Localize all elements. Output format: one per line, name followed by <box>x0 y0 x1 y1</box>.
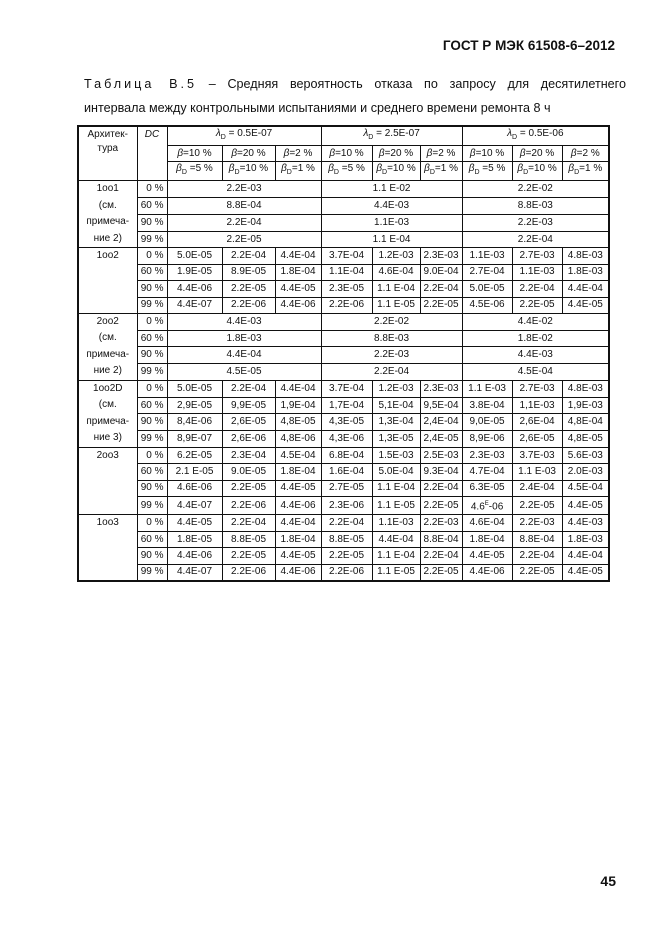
value-cell: 1,7E-04 <box>321 397 372 414</box>
value-cell: 1.8E-03 <box>562 264 609 280</box>
value-cell: 8.9E-05 <box>222 264 275 280</box>
value-cell: 2.7E-03 <box>512 380 562 397</box>
value-cell: 4.4E-05 <box>275 480 321 496</box>
value-cell: 2.2E-06 <box>321 297 372 313</box>
value-cell: 4.4E-06 <box>275 497 321 515</box>
architecture-label: (см. <box>98 199 117 211</box>
table-row <box>78 564 609 581</box>
value-cell: 2.2E-06 <box>222 564 275 581</box>
header-lambda-1: $\lambda_D = 0.5E-07$ <box>167 126 321 146</box>
value-cell: 1.8E-02 <box>462 330 609 347</box>
dc-cell: 0 % <box>137 447 167 463</box>
value-cell: 4.4E-03 <box>167 313 321 330</box>
dc-cell: 0 % <box>137 181 167 198</box>
value-cell: 8.8E-03 <box>462 198 609 215</box>
value-cell: 4,3E-06 <box>321 431 372 448</box>
value-cell: 1.1 E-03 <box>512 464 562 480</box>
value-cell: 4.4E-06 <box>462 564 512 581</box>
value-cell: 4.4E-07 <box>167 297 222 313</box>
dc-cell: 90 % <box>137 480 167 496</box>
value-cell: 9.3E-04 <box>420 464 462 480</box>
dc-cell: 99 % <box>137 431 167 448</box>
dc-cell: 90 % <box>137 214 167 231</box>
value-cell: 2,9E-05 <box>167 397 222 414</box>
value-cell: 2.7E-05 <box>321 480 372 496</box>
header-beta-d: $\beta_D=10$ % <box>372 162 420 181</box>
value-cell: 4.8E-03 <box>562 248 609 264</box>
table-row <box>78 214 609 231</box>
value-cell: 4.4E-03 <box>462 347 609 364</box>
value-cell: 1,9E-04 <box>275 397 321 414</box>
architecture-label: 2oo2 <box>96 315 119 327</box>
value-cell: 2.2E-05 <box>420 564 462 581</box>
value-cell: 1.6E-04 <box>321 464 372 480</box>
header-dc: DC <box>137 126 167 181</box>
value-cell: 2.2E-04 <box>420 480 462 496</box>
value-cell: 4.6E-06 <box>167 480 222 496</box>
value-cell: 4.4E-04 <box>275 248 321 264</box>
value-cell: 1,1E-03 <box>512 397 562 414</box>
value-cell: 3.7E-04 <box>321 248 372 264</box>
value-cell: 2.3E-04 <box>222 447 275 463</box>
value-cell: 2.2E-04 <box>420 281 462 297</box>
value-cell: 8.8E-04 <box>420 531 462 547</box>
dc-cell: 90 % <box>137 414 167 431</box>
table-row <box>78 347 609 364</box>
document-code: ГОСТ Р МЭК 61508-6–2012 <box>442 38 615 53</box>
value-cell: 4.4E-04 <box>562 548 609 564</box>
table-row <box>78 264 609 280</box>
value-cell: 4.6E-04 <box>462 515 512 531</box>
value-cell: 1,3E-04 <box>372 414 420 431</box>
value-cell: 2.2E-05 <box>512 297 562 313</box>
value-cell: 2.1 E-05 <box>167 464 222 480</box>
value-cell: 1.1 E-04 <box>372 480 420 496</box>
header-beta: β=10 % <box>462 146 512 162</box>
value-cell: 4.4E-05 <box>562 564 609 581</box>
architecture-cell <box>78 515 137 581</box>
dc-cell: 60 % <box>137 330 167 347</box>
table-row <box>78 431 609 448</box>
value-cell: 8,9E-07 <box>167 431 222 448</box>
value-cell: 4.4E-03 <box>321 198 462 215</box>
value-cell: 2.3E-06 <box>321 497 372 515</box>
dc-cell: 60 % <box>137 397 167 414</box>
value-cell: 2.2E-03 <box>462 214 609 231</box>
architecture-label: (см. <box>98 399 117 411</box>
value-cell: 4.4E-05 <box>562 297 609 313</box>
architecture-label: примеча- <box>86 415 130 427</box>
value-cell: 2.2E-03 <box>167 181 321 198</box>
value-cell: 2.2E-04 <box>222 248 275 264</box>
value-cell: 4.4E-03 <box>562 515 609 531</box>
header-beta-d: $\beta_D=1$ % <box>275 162 321 181</box>
header-beta-d: $\beta_D=10$ % <box>222 162 275 181</box>
architecture-cell <box>78 313 137 380</box>
header-beta: β=2 % <box>562 146 609 162</box>
value-cell: 1.2E-03 <box>372 248 420 264</box>
caption-line-2: интервала между контрольными испытаниями и среднего времени ремонта 8 ч <box>84 101 551 115</box>
value-cell: 1.8E-04 <box>462 531 512 547</box>
value-cell: 5.6E-03 <box>562 447 609 463</box>
dc-cell: 99 % <box>137 231 167 248</box>
header-beta-d: $\beta_D =5$ % <box>462 162 512 181</box>
table-caption <box>84 72 626 120</box>
value-cell: 8.8E-05 <box>321 531 372 547</box>
value-cell: $4.6^E-06$ <box>462 497 512 515</box>
architecture-label: 1oo1 <box>96 183 119 195</box>
value-cell: 2.2E-02 <box>321 313 462 330</box>
header-beta-d: $\beta_D=10$ % <box>512 162 562 181</box>
value-cell: 1.1E-03 <box>321 214 462 231</box>
value-cell: 3.7E-04 <box>321 380 372 397</box>
header-beta: β=2 % <box>275 146 321 162</box>
architecture-label: (см. <box>98 332 117 344</box>
value-cell: 2,6E-04 <box>512 414 562 431</box>
value-cell: 2.2E-03 <box>321 347 462 364</box>
page-number: 45 <box>600 873 616 889</box>
table-row <box>78 248 609 264</box>
value-cell: 1.8E-03 <box>167 330 321 347</box>
table-row <box>78 330 609 347</box>
value-cell: 4.4E-06 <box>275 297 321 313</box>
table-row <box>78 281 609 297</box>
value-cell: 2.0E-03 <box>562 464 609 480</box>
value-cell: 2.2E-04 <box>167 214 321 231</box>
header-beta: β=20 % <box>512 146 562 162</box>
value-cell: 4.4E-02 <box>462 313 609 330</box>
value-cell: 1.1E-03 <box>372 515 420 531</box>
value-cell: 8.8E-04 <box>512 531 562 547</box>
architecture-label: ние 2) <box>93 232 122 244</box>
value-cell: 1,3E-05 <box>372 431 420 448</box>
value-cell: 2.2E-05 <box>222 281 275 297</box>
value-cell: 4.4E-06 <box>275 564 321 581</box>
value-cell: 8.8E-04 <box>167 198 321 215</box>
value-cell: 2.2E-04 <box>512 281 562 297</box>
pfd-table <box>77 125 610 582</box>
value-cell: 2.2E-03 <box>420 515 462 531</box>
value-cell: 5.0E-05 <box>462 281 512 297</box>
value-cell: 4.4E-04 <box>275 380 321 397</box>
value-cell: 2.2E-05 <box>222 548 275 564</box>
dc-cell: 60 % <box>137 531 167 547</box>
header-beta-d: $\beta_D =5$ % <box>167 162 222 181</box>
header-lambda-2: $\lambda_D = 2.5E-07$ <box>321 126 462 146</box>
value-cell: 5.0E-05 <box>167 248 222 264</box>
value-cell: 6.3E-05 <box>462 480 512 496</box>
header-beta: β=10 % <box>321 146 372 162</box>
value-cell: 4,8E-04 <box>562 414 609 431</box>
value-cell: 9.0E-04 <box>420 264 462 280</box>
dc-cell: 90 % <box>137 347 167 364</box>
dc-cell: 60 % <box>137 264 167 280</box>
header-beta: β=10 % <box>167 146 222 162</box>
value-cell: 8.8E-03 <box>321 330 462 347</box>
architecture-cell <box>78 447 137 515</box>
value-cell: 4.4E-04 <box>372 531 420 547</box>
dc-cell: 0 % <box>137 380 167 397</box>
value-cell: 1,9E-03 <box>562 397 609 414</box>
dc-cell: 0 % <box>137 515 167 531</box>
table-row <box>78 198 609 215</box>
architecture-label: 1oo2D <box>93 382 123 394</box>
architecture-label: примеча- <box>86 216 130 228</box>
table-row <box>78 480 609 496</box>
value-cell: 8.8E-05 <box>222 531 275 547</box>
dc-cell: 0 % <box>137 313 167 330</box>
value-cell: 4,3E-05 <box>321 414 372 431</box>
header-lambda-3: $\lambda_D = 0.5E-06$ <box>462 126 609 146</box>
value-cell: 2.3E-05 <box>321 281 372 297</box>
value-cell: 2.3E-03 <box>462 447 512 463</box>
value-cell: 6.8E-04 <box>321 447 372 463</box>
value-cell: 5.0E-05 <box>167 380 222 397</box>
table-number: Таблица В.5 <box>84 77 198 91</box>
dc-cell: 90 % <box>137 548 167 564</box>
value-cell: 8,9E-06 <box>462 431 512 448</box>
table-row <box>78 531 609 547</box>
caption-line-1: – Средняя вероятность отказа по запросу для десятилетнего <box>197 77 627 91</box>
architecture-label: 2oo3 <box>96 449 119 461</box>
value-cell: 2,6E-05 <box>512 431 562 448</box>
header-architecture <box>78 126 137 181</box>
value-cell: 5.0E-04 <box>372 464 420 480</box>
value-cell: 1.8E-04 <box>275 464 321 480</box>
value-cell: 2.2E-05 <box>222 480 275 496</box>
value-cell: 2.2E-05 <box>420 297 462 313</box>
value-cell: 2.3E-03 <box>420 380 462 397</box>
value-cell: 1.1 E-04 <box>372 548 420 564</box>
value-cell: 1.1 E-04 <box>321 231 462 248</box>
value-cell: 2,4E-05 <box>420 431 462 448</box>
value-cell: 1.8E-04 <box>275 264 321 280</box>
value-cell: 1.5E-03 <box>372 447 420 463</box>
header-beta: β=20 % <box>222 146 275 162</box>
value-cell: 9,5E-04 <box>420 397 462 414</box>
value-cell: 4.4E-04 <box>275 515 321 531</box>
value-cell: 4,8E-05 <box>562 431 609 448</box>
table-row <box>78 181 609 198</box>
architecture-cell <box>78 248 137 314</box>
value-cell: 4.4E-05 <box>275 281 321 297</box>
value-cell: 2.2E-04 <box>321 515 372 531</box>
value-cell: 1.8E-05 <box>167 531 222 547</box>
value-cell: 4.5E-04 <box>275 447 321 463</box>
architecture-label: 1oo2 <box>96 250 119 262</box>
value-cell: 2.2E-04 <box>222 380 275 397</box>
value-cell: 4.6E-04 <box>372 264 420 280</box>
value-cell: 9,9E-05 <box>222 397 275 414</box>
value-cell: 2.2E-04 <box>321 364 462 381</box>
header-beta-d: $\beta_D=1$ % <box>420 162 462 181</box>
value-cell: 4.4E-04 <box>562 281 609 297</box>
value-cell: 8,4E-06 <box>167 414 222 431</box>
value-cell: 2.2E-02 <box>462 181 609 198</box>
value-cell: 5,1E-04 <box>372 397 420 414</box>
value-cell: 4.4E-06 <box>167 548 222 564</box>
architecture-label: ние 3) <box>93 432 122 444</box>
value-cell: 2.2E-05 <box>512 497 562 515</box>
value-cell: 2.2E-04 <box>420 548 462 564</box>
table-row <box>78 364 609 381</box>
dc-cell: 0 % <box>137 248 167 264</box>
table-row <box>78 313 609 330</box>
value-cell: 2.2E-04 <box>462 231 609 248</box>
architecture-label: примеча- <box>86 348 130 360</box>
value-cell: 1.1E-03 <box>462 248 512 264</box>
value-cell: 2.2E-06 <box>321 564 372 581</box>
value-cell: 2,4E-04 <box>420 414 462 431</box>
value-cell: 2.4E-04 <box>512 480 562 496</box>
value-cell: 4.5E-04 <box>462 364 609 381</box>
value-cell: 4.5E-06 <box>462 297 512 313</box>
value-cell: 9.0E-05 <box>222 464 275 480</box>
value-cell: 4.4E-07 <box>167 497 222 515</box>
dc-cell: 99 % <box>137 564 167 581</box>
value-cell: 2.2E-05 <box>167 231 321 248</box>
value-cell: 2.2E-05 <box>420 497 462 515</box>
value-cell: 1.9E-05 <box>167 264 222 280</box>
value-cell: 2,6E-06 <box>222 431 275 448</box>
header-beta-d: $\beta_D=1$ % <box>562 162 609 181</box>
value-cell: 4.5E-05 <box>167 364 321 381</box>
table-row <box>78 464 609 480</box>
value-cell: 4.4E-07 <box>167 564 222 581</box>
value-cell: 4.4E-05 <box>167 515 222 531</box>
value-cell: 3.8E-04 <box>462 397 512 414</box>
value-cell: 2.2E-06 <box>222 297 275 313</box>
value-cell: 6.2E-05 <box>167 447 222 463</box>
value-cell: 2.2E-05 <box>512 564 562 581</box>
value-cell: 2.2E-04 <box>222 515 275 531</box>
value-cell: 3.7E-03 <box>512 447 562 463</box>
architecture-cell <box>78 181 137 248</box>
value-cell: 2.3E-03 <box>420 248 462 264</box>
header-architecture-label: Архитек-тура <box>87 129 128 154</box>
table-row <box>78 231 609 248</box>
value-cell: 4.4E-05 <box>562 497 609 515</box>
value-cell: 1.1 E-02 <box>321 181 462 198</box>
value-cell: 2.2E-03 <box>512 515 562 531</box>
value-cell: 2.2E-05 <box>321 548 372 564</box>
value-cell: 1.1E-04 <box>321 264 372 280</box>
value-cell: 2.2E-04 <box>512 548 562 564</box>
architecture-label: 1oo3 <box>96 517 119 529</box>
header-beta: β=20 % <box>372 146 420 162</box>
value-cell: 1.8E-03 <box>562 531 609 547</box>
value-cell: 4,8E-06 <box>275 431 321 448</box>
table-row <box>78 397 609 414</box>
value-cell: 1.1 E-05 <box>372 497 420 515</box>
value-cell: 4.4E-05 <box>462 548 512 564</box>
value-cell: 4,8E-05 <box>275 414 321 431</box>
dc-cell: 90 % <box>137 281 167 297</box>
value-cell: 4.7E-04 <box>462 464 512 480</box>
dc-cell: 60 % <box>137 198 167 215</box>
value-cell: 4.4E-06 <box>167 281 222 297</box>
table-row <box>78 548 609 564</box>
value-cell: 1.2E-03 <box>372 380 420 397</box>
header-beta: β=2 % <box>420 146 462 162</box>
value-cell: 1.1E-03 <box>512 264 562 280</box>
architecture-cell <box>78 380 137 447</box>
value-cell: 2.2E-06 <box>222 497 275 515</box>
value-cell: 1.1 E-04 <box>372 281 420 297</box>
dc-cell: 99 % <box>137 297 167 313</box>
value-cell: 4.4E-05 <box>275 548 321 564</box>
value-cell: 4.5E-04 <box>562 480 609 496</box>
table-row <box>78 380 609 397</box>
value-cell: 1.1 E-05 <box>372 564 420 581</box>
table-row <box>78 297 609 313</box>
value-cell: 4.4E-04 <box>167 347 321 364</box>
table-row <box>78 414 609 431</box>
table-row <box>78 515 609 531</box>
value-cell: 2.7E-04 <box>462 264 512 280</box>
architecture-label: ние 2) <box>93 365 122 377</box>
dc-cell: 60 % <box>137 464 167 480</box>
table-row <box>78 447 609 463</box>
dc-cell: 99 % <box>137 364 167 381</box>
value-cell: 1.1 E-05 <box>372 297 420 313</box>
value-cell: 9,0E-05 <box>462 414 512 431</box>
dc-cell: 99 % <box>137 497 167 515</box>
value-cell: 4.8E-03 <box>562 380 609 397</box>
table-row <box>78 497 609 515</box>
value-cell: 2.5E-03 <box>420 447 462 463</box>
value-cell: 1.8E-04 <box>275 531 321 547</box>
value-cell: 1.1 E-03 <box>462 380 512 397</box>
value-cell: 2.7E-03 <box>512 248 562 264</box>
value-cell: 2,6E-05 <box>222 414 275 431</box>
header-beta-d: $\beta_D =5$ % <box>321 162 372 181</box>
